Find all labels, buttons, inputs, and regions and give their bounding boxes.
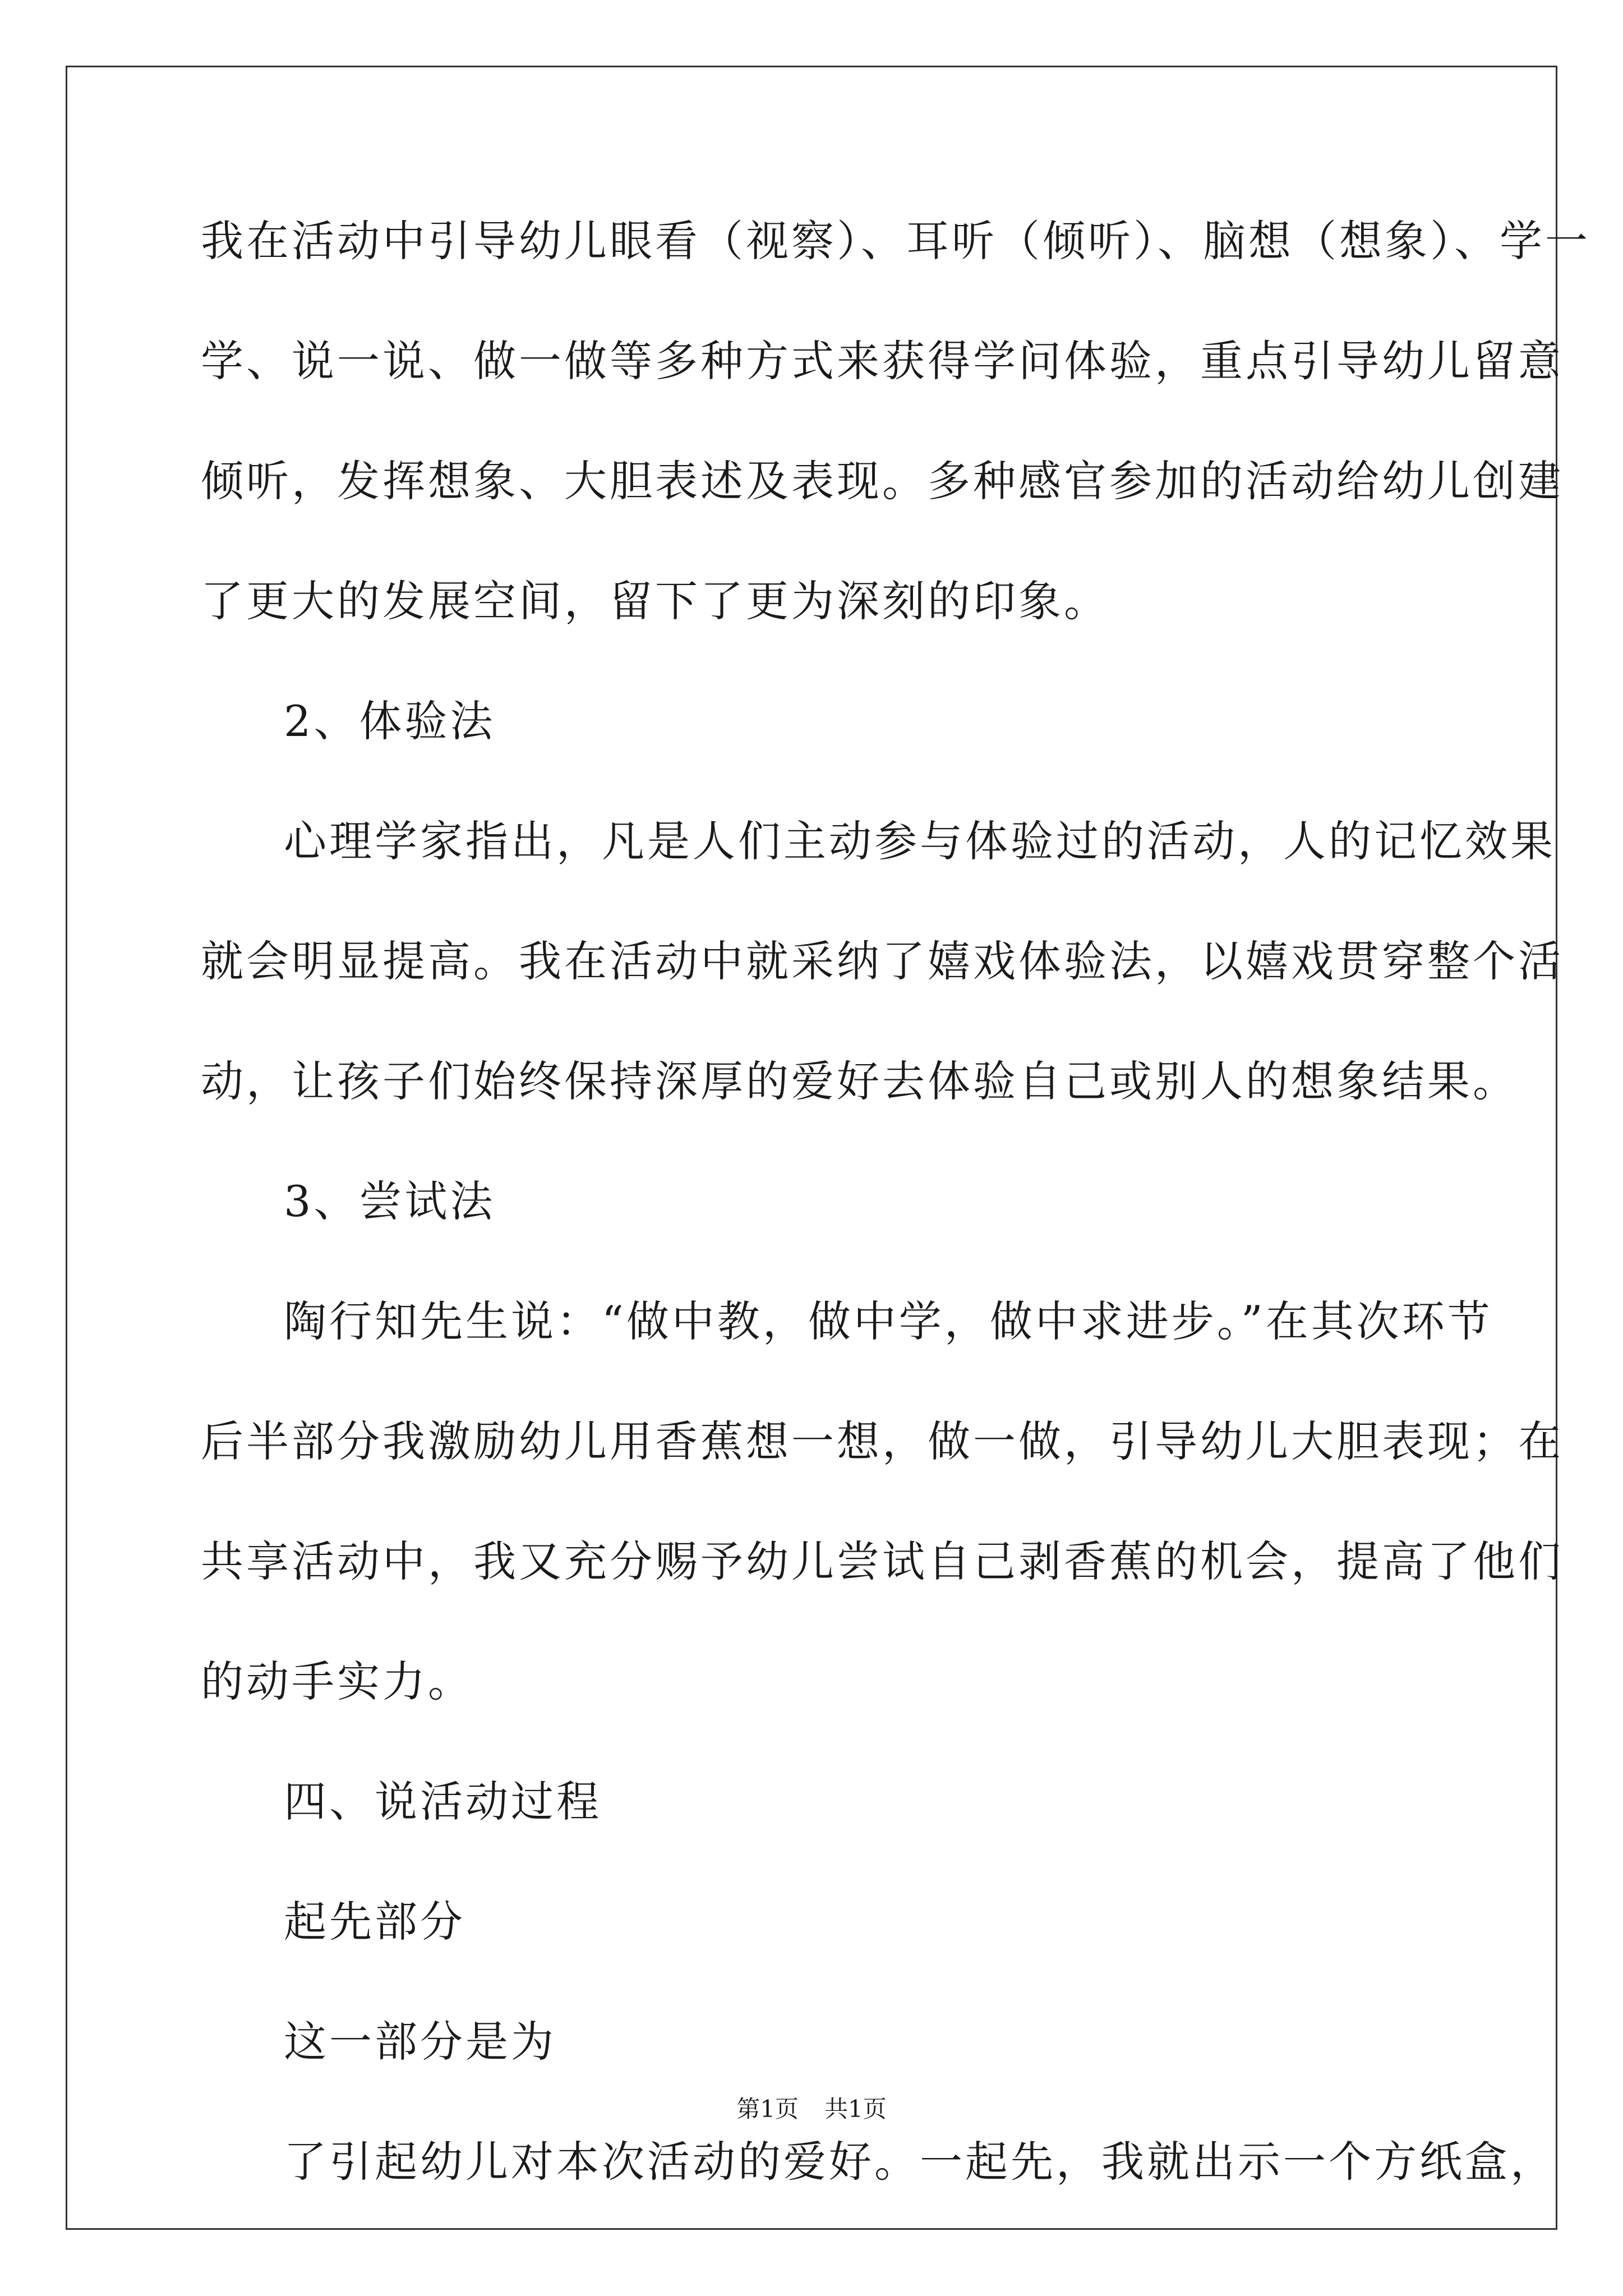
paragraph-line: 就会明显提高。我在活动中就采纳了嬉戏体验法，以嬉戏贯穿整个活	[201, 936, 1564, 986]
section-heading: 3、尝试法	[284, 1176, 496, 1226]
document-body	[201, 208, 1590, 2248]
page-footer	[0, 2092, 1623, 2126]
paragraph-line: 倾听，发挥想象、大胆表述及表现。多种感官参加的活动给幼儿创建	[201, 456, 1564, 506]
paragraph-line: 我在活动中引导幼儿眼看（视察）、耳听（倾听）、脑想（想象）、学一	[201, 216, 1590, 266]
subsection-heading: 起先部分	[284, 1897, 465, 1947]
paragraph-line: 动，让孩子们始终保持深厚的爱好去体验自己或别人的想象结果。	[201, 1056, 1518, 1106]
paragraph-line: 共享活动中，我又充分赐予幼儿尝试自己剥香蕉的机会，提高了他们	[201, 1536, 1564, 1586]
paragraph-line: 陶行知先生说：“做中教，做中学，做中求进步。”在其次环节	[284, 1296, 1493, 1346]
page-number: 第1页	[736, 2095, 799, 2123]
page-total: 共1页	[824, 2095, 887, 2123]
paragraph-line: 了引起幼儿对本次活动的爱好。一起先，我就出示一个方纸盒，	[284, 2137, 1556, 2187]
paragraph-line: 的动手实力。	[201, 1657, 473, 1706]
section-heading: 四、说活动过程	[284, 1777, 602, 1826]
section-heading: 2、体验法	[284, 696, 496, 746]
paragraph-line: 后半部分我激励幼儿用香蕉想一想，做一做，引导幼儿大胆表现；在	[201, 1416, 1564, 1466]
paragraph-line: 这一部分是为	[284, 2017, 556, 2067]
paragraph-line: 心理学家指出，凡是人们主动参与体验过的活动，人的记忆效果	[284, 816, 1556, 866]
paragraph-line: 学、说一说、做一做等多种方式来获得学问体验，重点引导幼儿留意	[201, 336, 1564, 386]
paragraph-line: 了更大的发展空间，留下了更为深刻的印象。	[201, 576, 1109, 626]
